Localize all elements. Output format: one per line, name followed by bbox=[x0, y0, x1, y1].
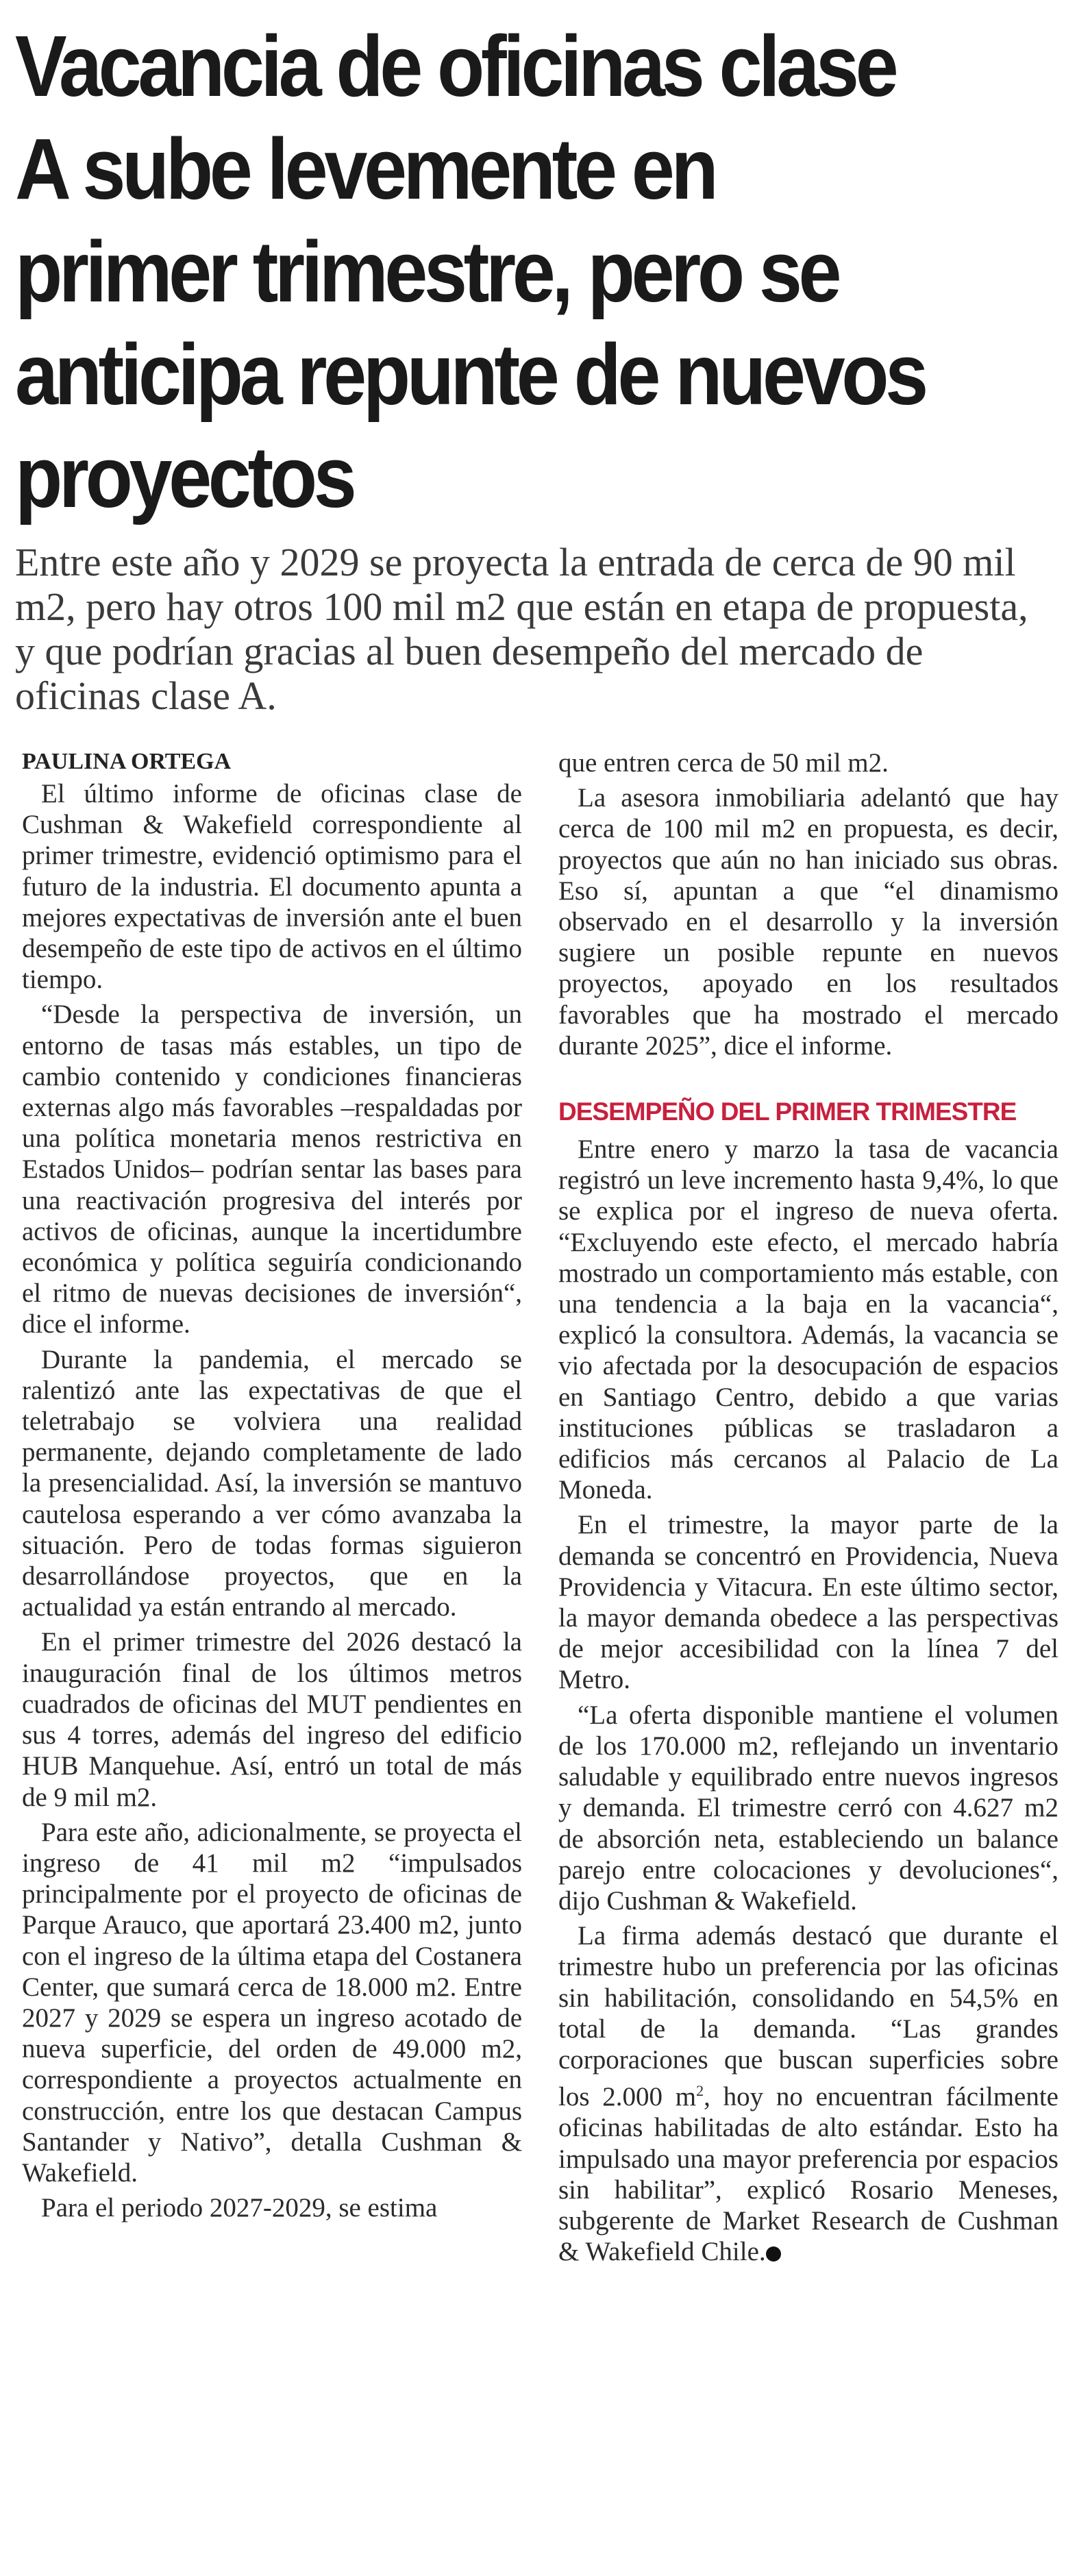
headline-line: Vacancia de oficinas clase bbox=[15, 18, 895, 114]
headline-line: primer trimestre, pero se bbox=[15, 223, 839, 320]
right-column bbox=[558, 745, 1059, 2271]
byline: PAULINA ORTEGA bbox=[22, 749, 232, 774]
subtitle: Entre este año y 2029 se proyecta la entrada de cerca de 90 mil m2, pero hay otros 100 mil m2 que están en etapa de propuesta, y que podrían gracias al buen desempeño del mercado de oficinas clase A. bbox=[15, 540, 1028, 718]
paragraph: Para este año, adicionalmente, se proyecta el ingreso de 41 mil m2 “impulsados principalmente por el proyecto de oficinas de Parque Arauco, que aportará 23.400 m2, junto con el ingreso de la última etapa del Costanera Center, que sumará cerca de 18.000 m2. Entre 2027 y 2029 se espera un ingreso acotado de nueva superficie, del orden de 49.000 m2, correspondiente a proyectos actualmente en construcción, entre los que destacan Campus Santander y Nativo”, detalla Cushman & Wakefield. bbox=[22, 1817, 522, 2188]
left-column bbox=[22, 745, 522, 2227]
headline-line: anticipa repunte de nuevos bbox=[15, 326, 925, 423]
paragraph: que entren cerca de 50 mil m2. bbox=[558, 748, 889, 778]
headline-line: A sube levemente en bbox=[15, 121, 715, 217]
headline-line: proyectos bbox=[15, 429, 354, 525]
end-mark-icon: P bbox=[766, 2246, 781, 2262]
paragraph: “Desde la perspectiva de inversión, un entorno de tasas más estables, un tipo de cambio contenido y condiciones financieras externas algo más favorables –respaldadas por una política monetaria menos restrictiva en Estados Unidos– podrían sentar las bases para una reactivación progresiva del interés por activos de oficinas, aunque la incertidumbre económica y política seguiría condicionando el ritmo de nuevas decisiones de inversión“, dice el informe. bbox=[22, 1000, 522, 1339]
paragraph: En el primer trimestre del 2026 destacó la inauguración final de los últimos metros cuadrados de oficinas del MUT pendientes en sus 4 torres, además del ingreso del edificio HUB Manquehue. Así, entró un total de más de 9 mil m2. bbox=[22, 1627, 522, 1812]
paragraph: En el trimestre, la mayor parte de la demanda se concentró en Providencia, Nueva Providencia y Vitacura. En este último sector, la mayor demanda obedece a las perspectivas de mejor accesibilidad con la línea 7 del Metro. bbox=[558, 1510, 1059, 1695]
paragraph: Para el periodo 2027-2029, se estima bbox=[41, 2193, 438, 2223]
section-heading: DESEMPEÑO DEL PRIMER TRIMESTRE bbox=[558, 1098, 1017, 1126]
superscript: 2 bbox=[696, 2082, 704, 2100]
paragraph: “La oferta disponible mantiene el volumen de los 170.000 m2, reflejando un inventario saludable y equilibrado entre nuevos ingresos y demanda. El trimestre cerró con 4.627 m2 de absorción neta, estableciendo un balance parejo entre colocaciones y devoluciones“, dijo Cushman & Wakefield. bbox=[558, 1700, 1059, 1916]
paragraph: Durante la pandemia, el mercado se ralentizó ante las expectativas de que el teletrabajo se volviera una realidad permanente, dejando completamente de lado la presencialidad. Así, la inversión se mantuvo cautelosa esperando a ver cómo avanzaba la situación. Pero de todas formas siguieron desarrollándose proyectos, que en la actualidad ya están entrando al mercado. bbox=[22, 1344, 522, 1622]
paragraph: La asesora inmobiliaria adelantó que hay cerca de 100 mil m2 en propuesta, es decir, proyectos que aún no han iniciado sus obras. Eso sí, apuntan a que “el dinamismo observado en el desarrollo y la inversión sugiere un posible repunte en nuevos proyectos, apoyado en los resultados favorables que ha mostrado el mercado durante 2025”, dice el informe. bbox=[558, 783, 1059, 1061]
paragraph-text: La firma además destacó que durante el trimestre hubo un preferencia por las oficinas sin habilitación, consolidando en 54,5% en total de la demanda. “Las grandes corporaciones que buscan superficies sobre los 2.000 m bbox=[558, 1921, 1059, 2112]
headline bbox=[15, 15, 1070, 529]
paragraph bbox=[558, 1920, 1059, 2267]
paragraph-text: , hoy no encuentran fácilmente oficinas habilitadas de alto estándar. Esto ha impulsado una mayor preferencia por espacios sin habilitar”, explicó Rosario Meneses, subgerente de Market Research de Cushman & Wakefield Chile. bbox=[558, 2082, 1059, 2267]
paragraph: El último informe de oficinas clase de Cushman & Wakefield correspondiente al primer trimestre, evidenció optimismo para el futuro de la industria. El documento apunta a mejores expectativas de inversión ante el buen desempeño de este tipo de activos en el último tiempo. bbox=[22, 779, 522, 995]
paragraph: Entre enero y marzo la tasa de vacancia registró un leve incremento hasta 9,4%, lo que se explica por el ingreso de nueva oferta. “Excluyendo este efecto, el mercado habría mostrado un comportamiento más estable, con una tendencia a la baja en la vacancia“, explicó la consultora. Además, la vacancia se vio afectada por la desocupación de espacios en Santiago Centro, debido a que varias instituciones públicas se trasladaron a edificios más cercanos al Palacio de La Moneda. bbox=[558, 1135, 1059, 1505]
